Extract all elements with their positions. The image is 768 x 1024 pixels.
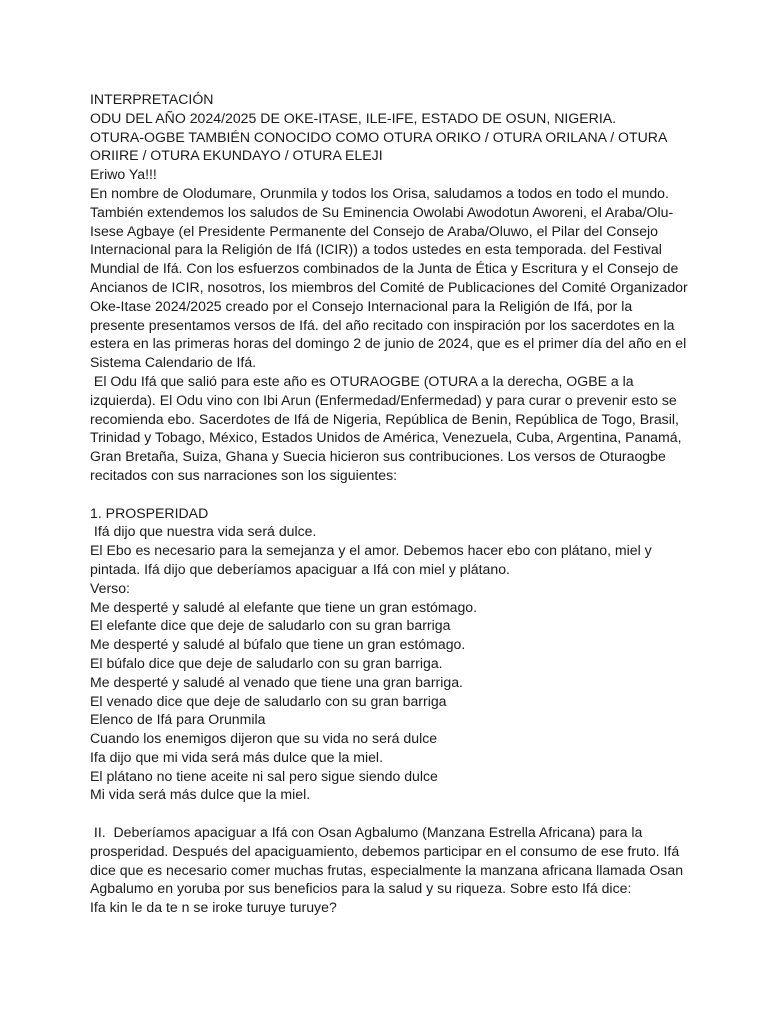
verse-line: Me desperté y saludé al elefante que tiene un gran estómago.: [90, 598, 478, 615]
greeting-line: Eriwo Ya!!!: [90, 166, 157, 183]
document-header: [90, 90, 690, 184]
intro-paragraph: [90, 184, 690, 485]
text-line: pintada. Ifá dijo que deberíamos apaciguar a Ifá con miel y plátano.: [90, 560, 510, 577]
document-page: [90, 90, 690, 917]
text-line: Oke-Itase 2024/2025 creado por el Consejo Internacional para la Religión de Ifá, por la: [90, 297, 633, 314]
odu-aliases-line: OTURA-OGBE TAMBIÉN CONOCIDO COMO OTURA ORIKO / OTURA ORILANA / OTURA: [90, 128, 668, 145]
document-heading: INTERPRETACIÓN: [90, 91, 214, 107]
text-line: Mundial de Ifá. Con los esfuerzos combinados de la Junta de Ética y Escritura y el Consejo de: [90, 260, 679, 277]
section-osan-agbalumo: [90, 823, 690, 917]
verse-line: El búfalo dice que deje de saludarlo con su gran barriga.: [90, 654, 443, 671]
verse-line: El venado dice que deje de saludarlo con su gran barriga: [90, 692, 447, 709]
text-line: Agbalumo en yoruba por sus beneficios para la salud y su riqueza. Sobre esto Ifá dice:: [90, 880, 632, 897]
verse-line: Me desperté y saludé al búfalo que tiene un gran estómago.: [90, 636, 466, 653]
text-line: II. Deberíamos apaciguar a Ifá con Osan Agbalumo (Manzana Estrella Africana) para la: [90, 824, 643, 841]
odu-aliases-line: ORIIRE / OTURA EKUNDAYO / OTURA ELEJI: [90, 147, 383, 164]
odu-title-line: ODU DEL AÑO 2024/2025 DE OKE-ITASE, ILE-IFE, ESTADO DE OSUN, NIGERIA.: [90, 109, 617, 126]
text-line: recomienda ebo. Sacerdotes de Ifá de Nigeria, República de Benin, República de Togo, Brasil,: [90, 410, 679, 427]
text-line: El Ebo es necesario para la semejanza y el amor. Debemos hacer ebo con plátano, miel y: [90, 542, 652, 559]
verse-line: El elefante dice que deje de saludarlo con su gran barriga: [90, 617, 451, 634]
text-line: Sistema Calendario de Ifá.: [90, 354, 257, 371]
text-line: En nombre de Olodumare, Orunmila y todos los Orisa, saludamos a todos en todo el mundo.: [90, 184, 669, 201]
text-line: estera en las primeras horas del domingo 2 de junio de 2024, que es el primer día del año en el: [90, 335, 687, 352]
verse-line: Me desperté y saludé al venado que tiene una gran barriga.: [90, 673, 463, 690]
paragraph-spacer: [90, 485, 690, 504]
text-line: Isese Agbaye (el Presidente Permanente del Consejo de Araba/Oluwo, el Pilar del Consejo: [90, 222, 659, 239]
text-line: izquierda). El Odu vino con Ibi Arun (Enfermedad/Enfermedad) y para curar o prevenir esto se: [90, 391, 677, 408]
verse-line: El plátano no tiene aceite ni sal pero sigue siendo dulce: [90, 767, 438, 784]
text-line: Internacional para la Religión de Ifá (ICIR)) a todos ustedes en esta temporada. del Festival: [90, 241, 662, 258]
verse-line: Cuando los enemigos dijeron que su vida no será dulce: [90, 730, 438, 747]
text-line: prosperidad. Después del apaciguamiento, debemos participar en el consumo de ese fruto. Ifá: [90, 842, 680, 859]
text-line: El Odu Ifá que salió para este año es OTURAOGBE (OTURA a la derecha, OGBE a la: [90, 372, 634, 389]
verse-label: Verso:: [90, 579, 130, 596]
verse-line: Ifa kin le da te n se iroke turuye turuye?: [90, 899, 337, 916]
verse-line: Mi vida será más dulce que la miel.: [90, 786, 311, 803]
text-line: Gran Bretaña, Suiza, Ghana y Suecia hicieron sus contribuciones. Los versos de Oturaogbe: [90, 448, 666, 465]
section-prosperidad: [90, 504, 690, 805]
text-line: Trinidad y Tobago, México, Estados Unidos de América, Venezuela, Cuba, Argentina, Panamá,: [90, 429, 682, 446]
text-line: Ancianos de ICIR, nosotros, los miembros del Comité de Publicaciones del Comité Organizador: [90, 278, 688, 295]
text-line: También extendemos los saludos de Su Eminencia Owolabi Awodotun Aworeni, el Araba/Olu-: [90, 203, 674, 220]
verse-line: Elenco de Ifá para Orunmila: [90, 711, 266, 728]
verse-line: Ifa dijo que mi vida será más dulce que la miel.: [90, 748, 383, 765]
text-line: dice que es necesario comer muchas frutas, especialmente la manzana africana llamada Osan: [90, 861, 684, 878]
text-line: presente presentamos versos de Ifá. del año recitado con inspiración por los sacerdotes en la: [90, 316, 675, 333]
paragraph-spacer: [90, 804, 690, 823]
text-line: Ifá dijo que nuestra vida será dulce.: [90, 523, 317, 540]
text-line: recitados con sus narraciones son los siguientes:: [90, 466, 398, 483]
section-heading: 1. PROSPERIDAD: [90, 504, 209, 521]
